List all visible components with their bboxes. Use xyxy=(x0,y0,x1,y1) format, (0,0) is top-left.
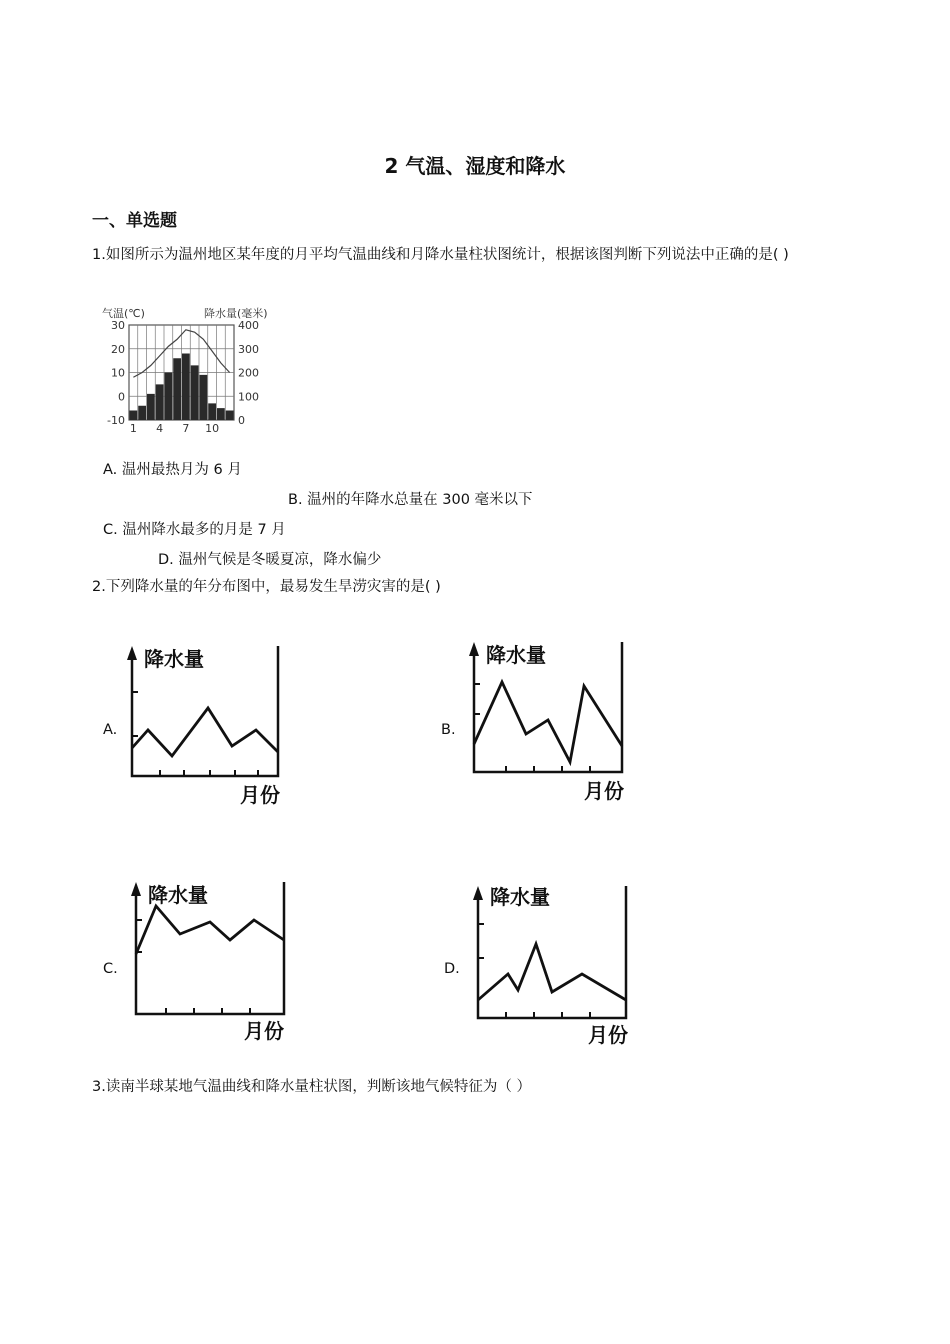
left-tick-label: 30 xyxy=(111,319,125,332)
page-title: 2 气温、湿度和降水 xyxy=(384,154,566,178)
x-axis-label: 月份 xyxy=(240,783,280,807)
rainfall-graph-a[interactable] xyxy=(120,640,295,810)
q1-option-b[interactable]: B. 温州的年降水总量在 300 毫米以下 xyxy=(288,492,533,508)
left-tick-label: 10 xyxy=(111,366,125,380)
right-tick-label: 200 xyxy=(238,366,259,380)
rainfall-graph-c[interactable] xyxy=(124,878,299,1048)
right-tick-label: 300 xyxy=(238,342,259,356)
x-tick-label: 10 xyxy=(205,422,220,433)
right-tick-label: 0 xyxy=(238,414,245,427)
precip-bar xyxy=(191,365,199,420)
question-2-stem: 2.下列降水量的年分布图中，最易发生旱涝灾害的是( ) xyxy=(92,579,441,595)
x-tick-label: 7 xyxy=(182,422,190,433)
y-axis-label: 降水量 xyxy=(486,643,546,667)
right-tick-label: 100 xyxy=(238,390,259,404)
section-heading: 一、单选题 xyxy=(92,211,177,231)
precip-bar xyxy=(130,411,138,421)
x-tick-label: 1 xyxy=(129,422,137,433)
climate-chart xyxy=(94,305,300,433)
precip-bar xyxy=(208,403,216,420)
x-axis-label: 月份 xyxy=(588,1023,628,1047)
precip-bar xyxy=(182,354,190,421)
x-ticks xyxy=(130,422,219,433)
q1-option-c[interactable]: C. 温州降水最多的月是 7 月 xyxy=(103,522,286,538)
precip-bar xyxy=(217,408,225,420)
q2-option-d-label[interactable]: D. xyxy=(444,961,460,977)
rainfall-graph-d[interactable] xyxy=(466,882,641,1052)
left-tick-label: 0 xyxy=(118,390,125,404)
left-tick-label: -10 xyxy=(107,414,125,427)
precip-bar xyxy=(147,394,155,420)
q2-option-a-label[interactable]: A. xyxy=(103,722,118,738)
arrow-up-icon xyxy=(469,642,479,656)
precip-bar xyxy=(156,384,164,420)
arrow-up-icon xyxy=(473,886,483,900)
right-axis-label: 降水量(毫米) xyxy=(204,307,268,320)
left-ticks xyxy=(107,319,125,427)
left-axis-label: 气温(℃) xyxy=(102,307,145,320)
precip-bar xyxy=(165,373,173,421)
q1-option-a[interactable]: A. 温州最热月为 6 月 xyxy=(103,462,242,478)
precip-bar xyxy=(200,375,208,420)
arrow-up-icon xyxy=(131,882,141,896)
q2-option-c-label[interactable]: C. xyxy=(103,961,118,977)
precip-bar xyxy=(226,411,234,421)
arrow-up-icon xyxy=(127,646,137,660)
q2-option-b-label[interactable]: B. xyxy=(441,722,456,738)
precip-bar xyxy=(138,406,146,420)
q1-option-d[interactable]: D. 温州气候是冬暖夏凉，降水偏少 xyxy=(158,552,382,568)
right-ticks xyxy=(238,319,259,427)
y-axis-label: 降水量 xyxy=(148,883,208,907)
question-3-stem: 3.读南半球某地气温曲线和降水量柱状图，判断该地气候特征为（ ） xyxy=(92,1079,531,1095)
y-axis-label: 降水量 xyxy=(490,885,550,909)
y-axis-label: 降水量 xyxy=(144,647,204,671)
left-tick-label: 20 xyxy=(111,342,125,356)
x-axis-label: 月份 xyxy=(584,779,624,803)
x-tick-label: 4 xyxy=(156,422,164,433)
precip-bar xyxy=(173,358,181,420)
question-1-stem: 1.如图所示为温州地区某年度的月平均气温曲线和月降水量柱状图统计，根据该图判断下列说法中正确的是( ) xyxy=(92,247,789,263)
x-axis-label: 月份 xyxy=(244,1019,284,1043)
rainfall-graph-b[interactable] xyxy=(462,636,637,806)
right-tick-label: 400 xyxy=(238,319,259,332)
